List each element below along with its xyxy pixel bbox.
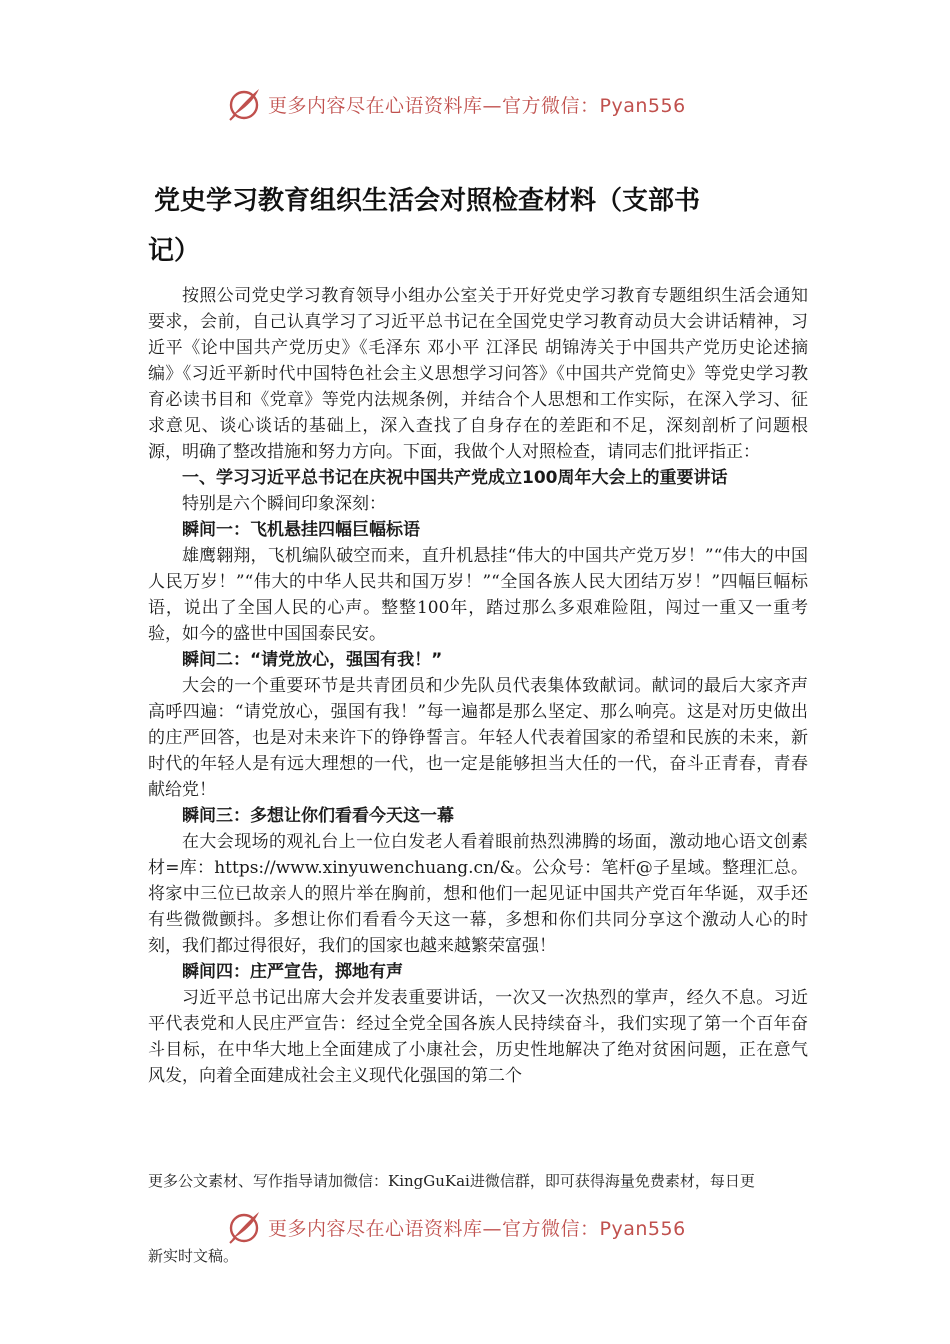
footer-banner	[226, 1207, 786, 1247]
page-title	[148, 176, 788, 276]
footer-note-continued: 新实时文稿。	[148, 1247, 239, 1265]
paragraph: 大会的一个重要环节是共青团员和少先队员代表集体致献词。献词的最后大家齐声高呼四遍：“请党放心，强国有我！”每一遍都是那么坚定、那么响亮。这是对历史做出的庄严回答，也是对未来许下的铮铮誓言。年轻人代表着国家的希望和民族的未来，新时代的年轻人是有远大理想的一代，也一定是能够担当大任的一代，奋斗正青春，青春献给党！	[148, 676, 808, 800]
section-heading: 瞬间一：飞机悬挂四幅巨幅标语	[182, 520, 420, 540]
document-body	[148, 283, 808, 1089]
title-line-2: 记）	[148, 236, 201, 266]
section-heading: 瞬间三：多想让你们看看今天这一幕	[182, 806, 454, 826]
quill-pen-logo-icon	[226, 86, 262, 122]
paragraph: 在大会现场的观礼台上一位白发老人看着眼前热烈沸腾的场面，激动地心语文创素材=库：https://www.xinyuwenchuang.cn/&。公众号：笔杆@子星域。整理汇总。将家中三位已故亲人的照片举在胸前，想和他们一起见证中国共产党百年华诞，双手还有些微微颤抖。多想让你们看看今天这一幕，多想和你们共同分享这个激动人心的时刻，我们都过得很好，我们的国家也越来越繁荣富强！	[148, 832, 808, 956]
paragraph: 特别是六个瞬间印象深刻：	[182, 494, 386, 514]
banner-text: 更多内容尽在心语资料库—官方微信：Pyan556	[268, 1217, 686, 1240]
header-banner	[226, 84, 786, 124]
paragraph: 雄鹰翱翔，飞机编队破空而来，直升机悬挂“伟大的中国共产党万岁！”“伟大的中国人民万岁！”“伟大的中华人民共和国万岁！”“全国各族人民大团结万岁！”四幅巨幅标语，说出了全国人民的心声。整整100年，踏过那么多艰难险阻，闯过一重又一重考验，如今的盛世中国国泰民安。	[148, 546, 808, 644]
paragraph: 按照公司党史学习教育领导小组办公室关于开好党史学习教育专题组织生活会通知要求，会前，自己认真学习了习近平总书记在全国党史学习教育动员大会讲话精神，习近平《论中国共产党历史》《毛泽东 邓小平 江泽民 胡锦涛关于中国共产党历史论述摘编》《习近平新时代中国特色社会主义思想学习问答》《中国共产党简史》等党史学习教育必读书目和《党章》等党内法规条例，并结合个人思想和工作实际，在深入学习、征求意见、谈心谈话的基础上，深入查找了自身存在的差距和不足，深刻剖析了问题根源，明确了整改措施和努力方向。下面，我做个人对照检查，请同志们批评指正：	[148, 286, 808, 462]
paragraph: 习近平总书记出席大会并发表重要讲话，一次又一次热烈的掌声，经久不息。习近平代表党和人民庄严宣告：经过全党全国各族人民持续奋斗，我们实现了第一个百年奋斗目标，在中华大地上全面建成了小康社会，历史性地解决了绝对贫困问题，正在意气风发，向着全面建成社会主义现代化强国的第二个	[148, 988, 808, 1086]
section-heading: 一、学习习近平总书记在庆祝中国共产党成立100周年大会上的重要讲话	[182, 468, 728, 488]
title-line-1: 党史学习教育组织生活会对照检查材料（支部书	[154, 186, 701, 216]
footer-note: 更多公文素材、写作指导请加微信：KingGuKai进微信群，即可获得海量免费素材，每日更	[148, 1172, 755, 1190]
quill-pen-logo-icon	[226, 1209, 262, 1245]
banner-text: 更多内容尽在心语资料库—官方微信：Pyan556	[268, 94, 686, 117]
section-heading: 瞬间四：庄严宣告，掷地有声	[182, 962, 403, 982]
section-heading: 瞬间二：“请党放心，强国有我！”	[182, 650, 443, 670]
